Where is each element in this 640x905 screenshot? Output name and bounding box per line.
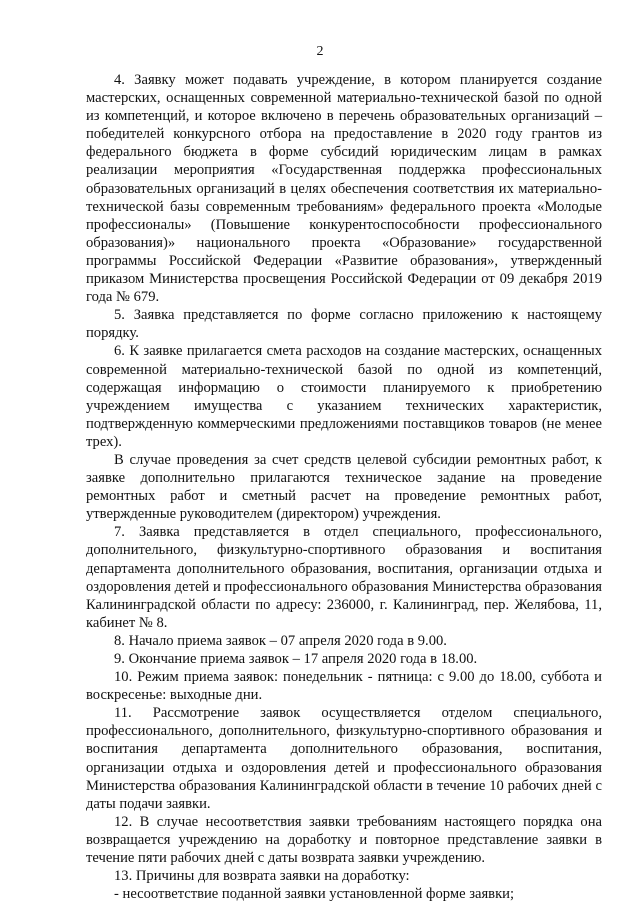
paragraph-4: 4. Заявку может подавать учреждение, в котором планируется создание мастерских, оснащенных современной материально-технической базой по одной из компетенций, и которое включено в перечень образовательных организаций – победителей конкурсного отбора на предоставление в 2020 году грантов из федерального бюджета в форме субсидий юридическим лицам в рамках реализации мероприятия «Государственная поддержка профессиональных образовательных организаций в целях обеспечения соответствия их материально-технической базы современным требованиям» федерального проекта «Молодые профессионалы» (Повышение конкурентоспособности профессионального образования)» национального проекта «Образование» государственной программы Российской Федерации «Развитие образования», утвержденный приказом Министерства просвещения Российской Федерации от 09 декабря 2019 года № 679. xyxy=(86,72,602,306)
paragraph-13: 13. Причины для возврата заявки на доработку: xyxy=(114,868,410,885)
document-body xyxy=(86,71,602,903)
page-number: 2 xyxy=(316,44,324,59)
paragraph-6: 6. К заявке прилагается смета расходов на создание мастерских, оснащенных современной материально-технической базой по одной из компетенций, содержащая информацию о стоимости планируемого к приобретению учреждением имущества с указанием технических характеристик, подтвержденную коммерческими предложениями поставщиков товаров (не менее трех). xyxy=(86,343,602,450)
paragraph-5: 5. Заявка представляется по форме согласно приложению к настоящему порядку. xyxy=(86,307,602,342)
paragraph-6-repair: В случае проведения за счет средств целевой субсидии ремонтных работ, к заявке дополнительно прилагаются техническое задание на проведение ремонтных работ и сметный расчет на проведение ремонтных работ, утвержденные руководителем (директором) учреждения. xyxy=(86,451,602,523)
paragraph-7: 7. Заявка представляется в отдел специального, профессионального, дополнительного, физкультурно-спортивного образования и воспитания департамента дополнительного образования, воспитания, организации отдыха и оздоровления детей и профессионального образования Министерства образования Калининградской области по адресу: 236000, г. Калининград, пер. Желябова, 11, кабинет № 8. xyxy=(86,524,602,631)
paragraph-10: 10. Режим приема заявок: понедельник - пятница: с 9.00 до 18.00, суббота и воскресенье: выходные дни. xyxy=(86,669,602,704)
paragraph-12: 12. В случае несоответствия заявки требованиям настоящего порядка она возвращается учреждению на доработку и повторное представление заявки в течение пяти рабочих дней с даты возврата заявки учреждению. xyxy=(86,813,602,867)
paragraph-9: 9. Окончание приема заявок – 17 апреля 2020 года в 18.00. xyxy=(114,651,478,667)
paragraph-13-item: - несоответствие поданной заявки установленной форме заявки; xyxy=(114,886,515,903)
paragraph-11: 11. Рассмотрение заявок осуществляется отделом специального, профессионального, дополнительного, физкультурно-спортивного образования и воспитания департамента дополнительного образования, воспитания, организации отдыха и оздоровления детей и профессионального образования Министерства образования Калининградской области в течение 10 рабочих дней с даты подачи заявки. xyxy=(86,705,602,812)
paragraph-8: 8. Начало приема заявок – 07 апреля 2020 года в 9.00. xyxy=(114,632,447,649)
